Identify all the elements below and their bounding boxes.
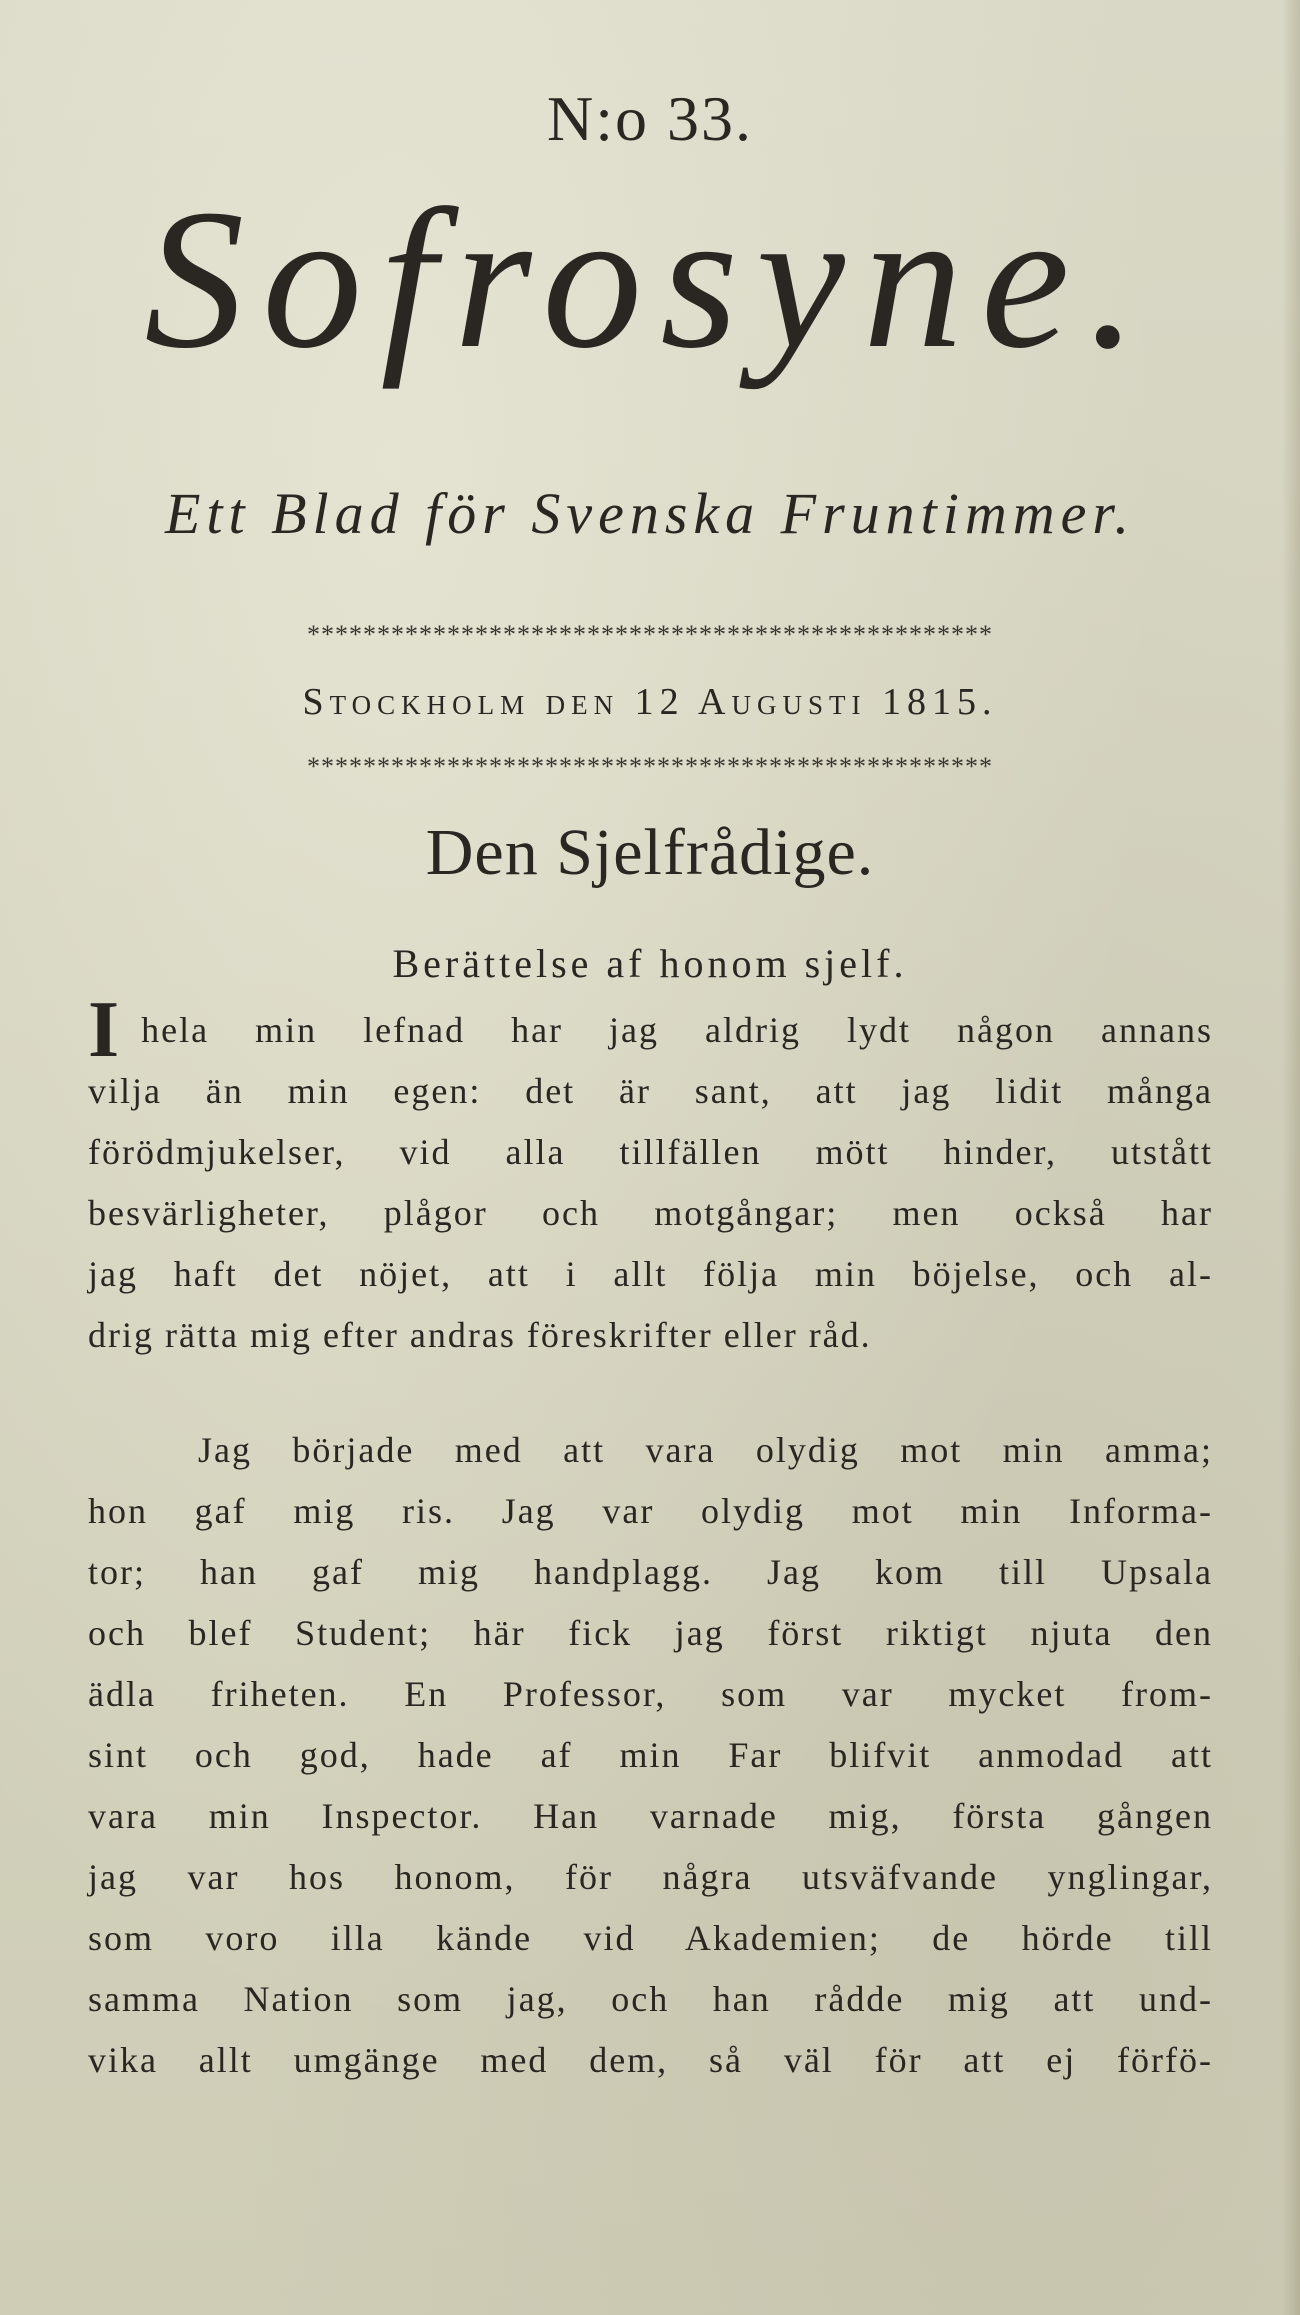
text-line [88, 1908, 1213, 1969]
text-line [88, 1061, 1213, 1122]
text-line-content: vika allt umgänge med dem, så väl för att ej förfö- [88, 2040, 1213, 2080]
text-line [88, 1542, 1213, 1603]
text-line-content: vilja än min egen: det är sant, att jag lidit många [88, 1071, 1213, 1111]
text-line-content: som voro illa kände vid Akademien; de hörde till [88, 1918, 1213, 1958]
text-line-content: tor; han gaf mig handplagg. Jag kom till Upsala [88, 1552, 1213, 1592]
text-line-content: samma Nation som jag, och han rådde mig att und- [88, 1979, 1213, 2019]
paragraph-1 [88, 986, 1213, 1366]
masthead-subtitle: Ett Blad för Svenska Fruntimmer. [164, 481, 1136, 546]
issue-number: N:o 33. [547, 83, 753, 154]
text-line-content: jag haft det nöjet, att i allt följa min böjelse, och al- [88, 1254, 1213, 1294]
text-line [88, 1664, 1213, 1725]
text-line-content: förödmjukelser, vid alla tillfällen mött hinder, utstått [88, 1132, 1213, 1172]
article-subheading: Berättelse af honom sjelf. [392, 941, 908, 986]
text-line-content: ädla friheten. En Professor, som var mycket from- [88, 1674, 1213, 1714]
text-line-content: besvärligheter, plågor och motgångar; men också har [88, 1193, 1213, 1233]
drop-cap: I [88, 986, 122, 1074]
text-line [88, 986, 1213, 1074]
masthead-title: Sofrosyne. [144, 169, 1156, 390]
text-line [88, 1305, 1213, 1366]
text-line [88, 1969, 1213, 2030]
text-line [88, 1786, 1213, 1847]
dateline: Stockholm den 12 Augusti 1815. [302, 681, 998, 723]
text-line-content: drig rätta mig efter andras föreskrifter eller råd. [88, 1315, 872, 1355]
text-line [88, 1420, 1213, 1481]
text-line-content: hela min lefnad har jag aldrig lydt någon annans [141, 1010, 1213, 1050]
text-line [88, 1183, 1213, 1244]
text-line-content: och blef Student; här fick jag först riktigt njuta den [88, 1613, 1213, 1653]
article-heading: Den Sjelfrådige. [425, 816, 875, 889]
paragraph-2 [88, 1420, 1213, 2091]
text-line [88, 1122, 1213, 1183]
text-line [88, 1725, 1213, 1786]
text-line-content: Jag började med att vara olydig mot min amma; [198, 1430, 1213, 1470]
text-line [88, 1603, 1213, 1664]
text-line [88, 1481, 1213, 1542]
text-line [88, 1847, 1213, 1908]
text-line-content: hon gaf mig ris. Jag var olydig mot min Informa- [88, 1491, 1213, 1531]
star-rule-top: ************************************************* [307, 620, 993, 649]
text-line-content: sint och god, hade af min Far blifvit anmodad att [88, 1735, 1213, 1775]
text-line [88, 2030, 1213, 2091]
text-line-content: jag var hos honom, för några utsväfvande ynglingar, [88, 1857, 1213, 1897]
text-line [88, 1244, 1213, 1305]
star-rule-bottom: ************************************************* [307, 752, 993, 781]
text-line-content: vara min Inspector. Han varnade mig, första gången [88, 1796, 1213, 1836]
